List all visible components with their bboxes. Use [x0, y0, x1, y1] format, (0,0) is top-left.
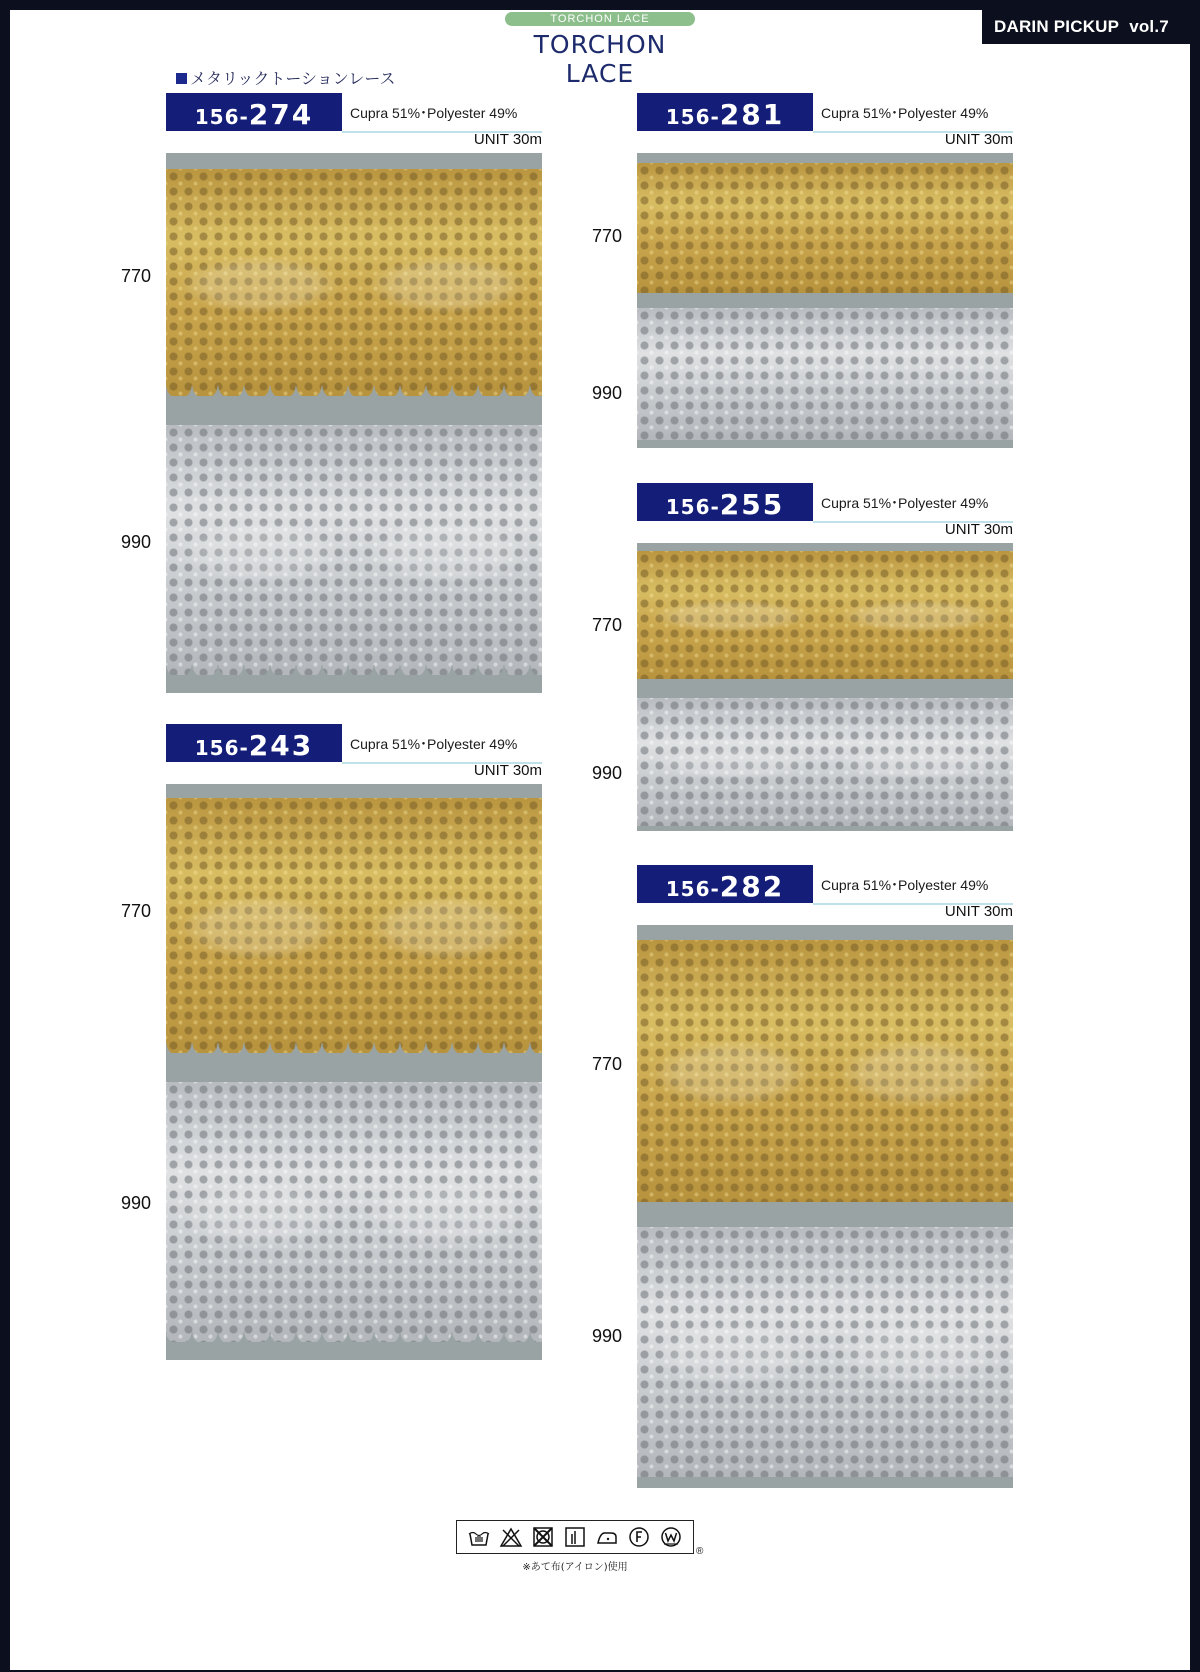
product-156-243 [166, 724, 542, 1360]
product-header [166, 724, 542, 784]
product-156-281 [637, 93, 1013, 448]
iron-low-icon [595, 1525, 619, 1549]
code-prefix: 156- [665, 495, 720, 519]
lace-swatch-gold [637, 940, 1013, 1202]
color-code: 770 [592, 1054, 623, 1074]
lace-swatch-gold [166, 169, 542, 396]
code-number: 274 [248, 98, 314, 131]
lace-swatch-silver [637, 308, 1013, 440]
composition: Cupra 51%･Polyester 49% [821, 495, 989, 511]
product-header [637, 483, 1013, 543]
color-code: 990 [121, 1193, 152, 1213]
brand-tab [982, 10, 1190, 44]
lace-photo [637, 925, 1013, 1488]
product-code [166, 724, 342, 762]
code-prefix: 156- [194, 736, 249, 760]
product-156-282 [637, 865, 1013, 1488]
color-code: 770 [592, 226, 623, 246]
square-bullet-icon [176, 73, 187, 84]
product-code [166, 93, 342, 131]
line-dry-icon [563, 1525, 587, 1549]
color-code: 990 [592, 383, 623, 403]
color-code: 770 [121, 901, 152, 921]
product-code [637, 483, 813, 521]
composition: Cupra 51%･Polyester 49% [350, 736, 518, 752]
lace-swatch-silver [166, 425, 542, 675]
care-note: ※あて布(アイロン)使用 [522, 1562, 628, 1573]
color-code: 770 [121, 266, 152, 286]
product-header [637, 93, 1013, 153]
lace-swatch-gold [166, 798, 542, 1053]
dry-clean-f-icon [627, 1525, 651, 1549]
unit: UNIT 30m [944, 521, 1013, 538]
lace-swatch-silver [637, 1227, 1013, 1477]
composition: Cupra 51%･Polyester 49% [821, 105, 989, 121]
code-number: 281 [719, 98, 785, 131]
color-code: 770 [592, 615, 623, 635]
no-bleach-icon [499, 1525, 523, 1549]
catalog-page [10, 10, 1190, 1670]
no-tumble-dry-icon [531, 1525, 555, 1549]
color-code: 990 [121, 532, 152, 552]
product-156-274 [166, 93, 542, 693]
product-code [637, 865, 813, 903]
product-156-255 [637, 483, 1013, 831]
section-label [176, 66, 396, 89]
code-number: 243 [248, 729, 314, 762]
code-number: 282 [719, 870, 785, 903]
volume-label: vol.7 [1129, 17, 1169, 36]
lace-swatch-gold [637, 551, 1013, 679]
color-code: 990 [592, 1326, 623, 1346]
product-header [637, 865, 1013, 925]
unit: UNIT 30m [473, 131, 542, 148]
unit: UNIT 30m [944, 131, 1013, 148]
lace-swatch-silver [166, 1082, 542, 1342]
brand-name: DARIN PICKUP [994, 17, 1120, 36]
lace-swatch-silver [637, 698, 1013, 826]
color-code: 990 [592, 763, 623, 783]
composition: Cupra 51%･Polyester 49% [821, 877, 989, 893]
page-title: TORCHON LACE [533, 30, 667, 88]
wet-clean-w-icon [659, 1525, 683, 1549]
title-pill: TORCHON LACE [505, 12, 695, 26]
product-code [637, 93, 813, 131]
unit: UNIT 30m [944, 903, 1013, 920]
hand-wash-icon [467, 1525, 491, 1549]
lace-photo [166, 784, 542, 1360]
lace-photo [637, 153, 1013, 448]
composition: Cupra 51%･Polyester 49% [350, 105, 518, 121]
code-prefix: 156- [665, 877, 720, 901]
product-header [166, 93, 542, 153]
lace-swatch-gold [637, 163, 1013, 293]
lace-photo [166, 153, 542, 693]
section-label-text: メタリックトーションレース [190, 69, 396, 88]
code-number: 255 [719, 488, 785, 521]
lace-photo [637, 543, 1013, 831]
unit: UNIT 30m [473, 762, 542, 779]
registered-mark: ® [696, 1546, 704, 1557]
care-label-box [456, 1520, 694, 1554]
code-prefix: 156- [194, 105, 249, 129]
code-prefix: 156- [665, 105, 720, 129]
